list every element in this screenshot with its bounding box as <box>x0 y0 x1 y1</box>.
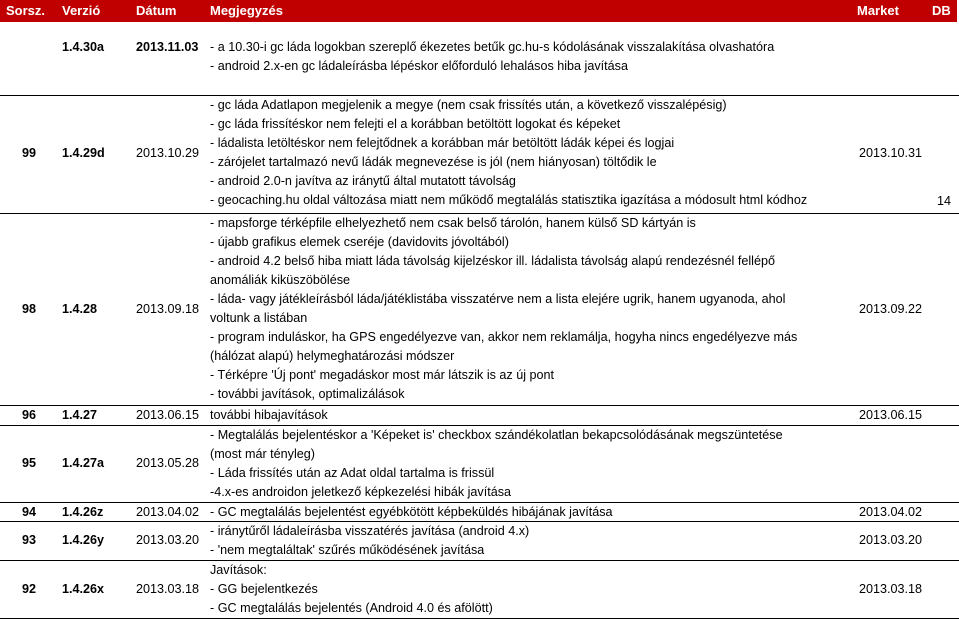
note-line: - geocaching.hu oldal változása miatt nem működő megtalálás statisztika igazítása a módosult html kódhoz <box>210 193 808 207</box>
cell-sorsz: 94 <box>22 505 37 519</box>
note-line: - ládalista letöltéskor nem felejtődnek a korábban már betöltött ládák képei és logjai <box>210 136 675 150</box>
note-line: - program induláskor, ha GPS engedélyezve van, akkor nem reklamálja, hogyha nincs engedélyezve más <box>210 330 798 344</box>
cell-notes <box>210 406 328 425</box>
cell-notes <box>210 503 613 522</box>
note-line: - GC megtalálás bejelentés (Android 4.0 és afölött) <box>210 601 493 615</box>
header-verzio: Verzió <box>62 3 101 18</box>
cell-datum: 2013.03.20 <box>136 533 200 547</box>
row-divider <box>0 521 959 522</box>
cell-market: 2013.06.15 <box>859 408 923 422</box>
cell-datum: 2013.04.02 <box>136 505 200 519</box>
note-line: -4.x-es androidon jeletkező képkezelési hibák javítása <box>210 485 512 499</box>
cell-verzio: 1.4.27a <box>62 456 105 470</box>
note-line: - láda- vagy játékleírásból láda/játéklistába visszatérve nem a lista elejére ugrik, hanem ugyanoda, ahol <box>210 292 786 306</box>
cell-notes <box>210 522 529 560</box>
cell-verzio: 1.4.29d <box>62 146 105 160</box>
cell-sorsz: 92 <box>22 582 37 596</box>
note-line: anomáliák kiküszöbölése <box>210 273 351 287</box>
row-divider <box>0 425 959 426</box>
cell-sorsz: 95 <box>22 456 37 470</box>
cell-verzio: 1.4.26z <box>62 505 104 519</box>
note-line: Javítások: <box>210 563 267 577</box>
row-divider <box>0 618 959 619</box>
note-line: további hibajavítások <box>210 408 328 422</box>
note-line: - gc láda Adatlapon megjelenik a megye (nem csak frissítés után, a következő visszalépésig) <box>210 98 727 112</box>
cell-datum: 2013.03.18 <box>136 582 200 596</box>
cell-notes <box>210 561 493 618</box>
note-line: - további javítások, optimalizálások <box>210 387 405 401</box>
note-line: (hálózat alapú) helymeghatározási módszer <box>210 349 455 363</box>
cell-datum: 2013.06.15 <box>136 408 200 422</box>
table-row <box>0 96 959 212</box>
note-line: - Térképre 'Új pont' megadáskor most már látszik is az új pont <box>210 368 555 382</box>
table-row <box>0 561 959 618</box>
note-line: voltunk a listában <box>210 311 308 325</box>
cell-datum: 2013.11.03 <box>136 40 199 54</box>
cell-db: 14 <box>937 194 952 208</box>
row-divider <box>0 405 959 406</box>
cell-verzio: 1.4.27 <box>62 408 98 422</box>
header-db: DB <box>932 3 951 18</box>
cell-datum: 2013.05.28 <box>136 456 200 470</box>
cell-notes <box>210 96 807 210</box>
header-megjegyzes: Megjegyzés <box>210 3 283 18</box>
note-line: - android 2.0-n javítva az iránytű által mutatott távolság <box>210 174 516 188</box>
row-divider <box>0 95 959 96</box>
row-divider <box>0 213 959 214</box>
table-row <box>0 503 959 522</box>
table-row <box>0 214 959 406</box>
note-line: - a 10.30-i gc láda logokban szereplő ékezetes betűk gc.hu-s kódolásának visszalakítása olvashatóra <box>210 40 775 54</box>
cell-market: 2013.10.31 <box>859 146 923 160</box>
cell-datum: 2013.10.29 <box>136 146 200 160</box>
header-market: Market <box>857 3 899 18</box>
cell-market: 2013.03.20 <box>859 533 923 547</box>
cell-market: 2013.04.02 <box>859 505 923 519</box>
cell-notes <box>210 38 774 76</box>
table-row <box>0 406 959 425</box>
note-line: - újabb grafikus elemek cseréje (davidovits jóvoltából) <box>210 235 509 249</box>
note-line: - iránytűről ládaleírásba visszatérés javítása (android 4.x) <box>210 524 530 538</box>
cell-sorsz: 93 <box>22 533 37 547</box>
note-line: - zárójelet tartalmazó nevű ládák megnevezése is jól (nem hiányosan) töltődik le <box>210 155 657 169</box>
cell-verzio: 1.4.30a <box>62 40 105 54</box>
header-sorsz: Sorsz. <box>6 3 46 18</box>
table-row <box>0 522 959 560</box>
cell-verzio: 1.4.26x <box>62 582 105 596</box>
table-row <box>0 38 959 76</box>
cell-sorsz: 98 <box>22 302 37 316</box>
cell-verzio: 1.4.28 <box>62 302 98 316</box>
note-line: - GG bejelentkezés <box>210 582 318 596</box>
note-line: (most már tényleg) <box>210 447 315 461</box>
note-line: - Láda frissítés után az Adat oldal tartalma is frissül <box>210 466 495 480</box>
cell-datum: 2013.09.18 <box>136 302 200 316</box>
note-line: - 'nem megtaláltak' szűrés működésének javítása <box>210 543 485 557</box>
cell-sorsz: 99 <box>22 146 37 160</box>
cell-market: 2013.03.18 <box>859 582 923 596</box>
note-line: - android 4.2 belső hiba miatt láda távolság kijelzéskor ill. ládalista távolság alapú rendezésnél fellépő <box>210 254 775 268</box>
table-row <box>0 426 959 502</box>
cell-sorsz: 96 <box>22 408 37 422</box>
note-line: - gc láda frissítéskor nem felejti el a korábban betöltött logokat és képeket <box>210 117 621 131</box>
row-divider <box>0 502 959 503</box>
header-datum: Dátum <box>136 3 177 18</box>
table-header <box>0 0 957 22</box>
cell-notes <box>210 426 783 502</box>
note-line: - mapsforge térképfile elhelyezhető nem csak belső tárolón, hanem külső SD kártyán is <box>210 216 696 230</box>
note-line: - Megtalálás bejelentéskor a 'Képeket is' checkbox szándékolatlan bekapcsolódásának megszüntetése <box>210 428 783 442</box>
cell-verzio: 1.4.26y <box>62 533 105 547</box>
note-line: - android 2.x-en gc ládaleírásba lépéskor előforduló lehalásos hiba javítása <box>210 59 628 73</box>
cell-market: 2013.09.22 <box>859 302 923 316</box>
row-divider <box>0 560 959 561</box>
note-line: - GC megtalálás bejelentést egyébkötött képbeküldés hibájának javítása <box>210 505 613 519</box>
cell-notes <box>210 214 797 404</box>
